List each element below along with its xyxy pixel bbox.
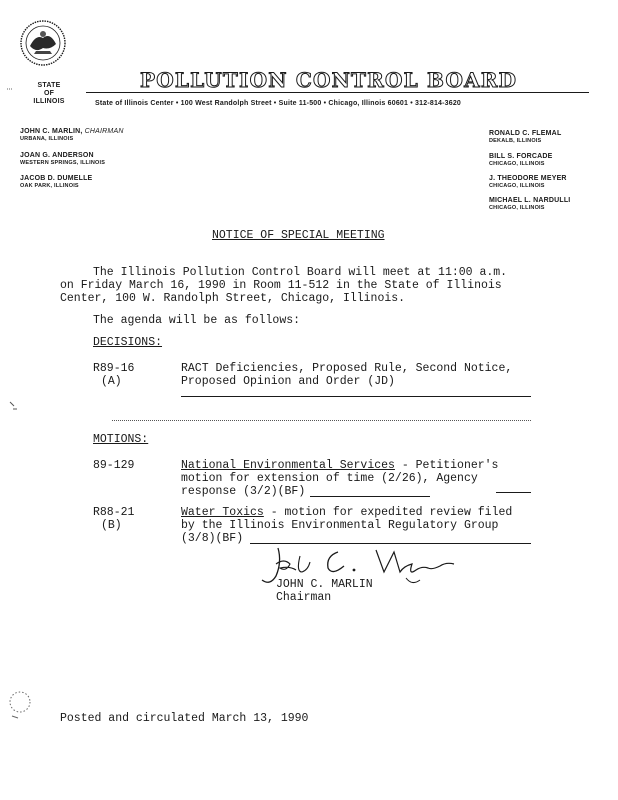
docket-number: 89-129 (93, 459, 135, 472)
docket-subnumber: (B) (101, 519, 122, 532)
scan-mark (6, 688, 34, 722)
decisions-heading: DECISIONS: (93, 336, 163, 349)
signatory-title: Chairman (276, 591, 332, 604)
board-member (489, 153, 553, 167)
seal-caption-line: ILLINOIS (33, 98, 65, 105)
board-member (20, 152, 105, 166)
notice-intro-line: Center, 100 W. Randolph Street, Chicago, Illinois. (60, 292, 406, 305)
scan-mark (8, 400, 20, 412)
state-seal-image (20, 20, 66, 66)
header-divider (86, 92, 589, 93)
agenda-intro: The agenda will be as follows: (93, 314, 301, 327)
motions-heading: MOTIONS: (93, 433, 149, 446)
agenda-item-line (181, 459, 498, 472)
motion-line-rest: - motion for expedited review filed (263, 506, 513, 519)
member-name: MICHAEL L. NARDULLI (489, 197, 571, 204)
seal-caption-line: STATE (37, 82, 61, 89)
board-member (489, 197, 570, 211)
member-name: J. THEODORE MEYER (489, 175, 567, 182)
member-name: RONALD C. FLEMAL (489, 130, 562, 137)
seal-caption (22, 82, 76, 106)
agenda-item-line: motion for extension of time (2/26), Agency (181, 472, 478, 485)
board-address: State of Illinois Center • 100 West Randolph Street • Suite 11-500 • Chicago, Illinois 60601 • 312-814-3620 (95, 100, 462, 107)
board-member (489, 130, 561, 144)
docket-number: R88-21 (93, 506, 135, 519)
posted-date: Posted and circulated March 13, 1990 (60, 712, 309, 725)
notice-intro-line: on Friday March 16, 1990 in Room 11-512 in the State of Illinois (60, 279, 502, 292)
board-name-heading: POLLUTION CONTROL BOARD (140, 68, 518, 92)
notice-title: NOTICE OF SPECIAL MEETING (212, 229, 385, 242)
docket-number: R89-16 (93, 362, 135, 375)
member-name: JACOB D. DUMELLE (20, 175, 93, 182)
member-location: OAK PARK, ILLINOIS (20, 183, 79, 189)
agenda-item-line: RACT Deficiencies, Proposed Rule, Second Notice, (181, 362, 513, 375)
agenda-item-line: Proposed Opinion and Order (JD) (181, 375, 395, 388)
agenda-item-line: (3/8)(BF) (181, 532, 244, 545)
member-location: URBANA, ILLINOIS (20, 136, 74, 142)
seal-caption-line: OF (43, 90, 55, 97)
board-member (20, 175, 92, 189)
member-name: JOAN G. ANDERSON (20, 152, 94, 159)
member-role: CHAIRMAN (84, 128, 124, 135)
vote-line (496, 492, 531, 493)
notice-intro-line: The Illinois Pollution Control Board will meet at 11:00 a.m. (93, 266, 508, 279)
member-name: JOHN C. MARLIN, CHAIRMAN (20, 128, 124, 135)
separator-line (112, 420, 531, 421)
docket-subnumber: (A) (101, 375, 122, 388)
member-location: CHICAGO, ILLINOIS (489, 161, 545, 167)
motion-title: Water Toxics (181, 506, 264, 519)
agenda-item-line (181, 506, 512, 519)
member-location: DEKALB, ILLINOIS (489, 138, 542, 144)
board-member (489, 175, 567, 189)
vote-line (310, 496, 430, 497)
motion-title: National Environmental Services (181, 459, 395, 472)
member-location: WESTERN SPRINGS, ILLINOIS (20, 160, 106, 166)
vote-line (181, 396, 531, 397)
scan-mark (6, 86, 14, 92)
member-location: CHICAGO, ILLINOIS (489, 205, 545, 211)
board-member (20, 128, 124, 142)
motion-line-rest: - Petitioner's (394, 459, 499, 472)
signatory-name: JOHN C. MARLIN (276, 578, 373, 591)
member-location: CHICAGO, ILLINOIS (489, 183, 545, 189)
agenda-item-line: response (3/2)(BF) (181, 485, 306, 498)
agenda-item-line: by the Illinois Environmental Regulatory Group (181, 519, 499, 532)
member-name: BILL S. FORCADE (489, 153, 553, 160)
